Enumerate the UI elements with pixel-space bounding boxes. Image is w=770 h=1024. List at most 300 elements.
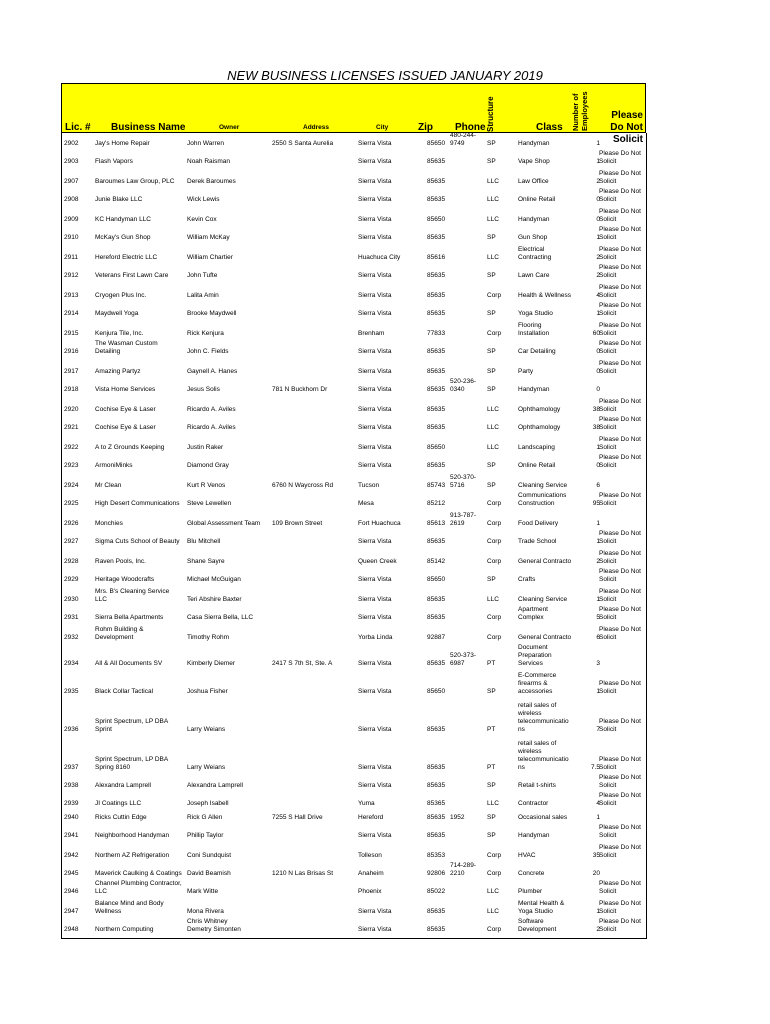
cell-zip: 85616 xyxy=(427,254,446,261)
cell-class: Retail t-shirts xyxy=(518,782,556,789)
cell-solicit: Please Do Not Solicit xyxy=(599,880,641,895)
cell-zip: 85212 xyxy=(427,500,446,507)
cell-employees: 1 xyxy=(596,140,600,147)
cell-lic: 2920 xyxy=(64,406,79,413)
cell-employees: 1 xyxy=(596,908,600,915)
table-row xyxy=(62,132,645,148)
table-row xyxy=(62,340,645,356)
cell-solicit: Please Do Not Solicit xyxy=(599,246,641,261)
cell-lic: 2916 xyxy=(64,348,79,355)
cell-solicit: Please Do Not Solicit xyxy=(599,150,641,165)
cell-solicit: Please Do Not Solicit xyxy=(599,918,641,933)
cell-city: Fort Huachuca xyxy=(358,520,401,527)
cell-city: Sierra Vista xyxy=(358,832,392,839)
cell-employees: 2 xyxy=(596,254,600,261)
cell-owner: John Warren xyxy=(187,140,224,147)
cell-employees: 6 xyxy=(596,634,600,641)
cell-lic: 2941 xyxy=(64,832,79,839)
cell-city: Mesa xyxy=(358,500,374,507)
cell-structure: Corp xyxy=(487,852,502,859)
cell-owner: Chris Whitney Demetry Simonten xyxy=(187,918,241,933)
cell-lic: 2910 xyxy=(64,234,79,241)
cell-business-name: Sierra Bella Apartments xyxy=(95,614,164,621)
cell-employees: 38 xyxy=(592,424,600,431)
cell-structure: SP xyxy=(487,462,496,469)
cell-business-name: Balance Mind and Body Wellness xyxy=(95,900,164,915)
header-business-name: Business Name xyxy=(111,122,186,133)
cell-solicit: Please Do Not Solicit xyxy=(599,844,641,859)
cell-business-name: Sigma Cuts School of Beauty xyxy=(95,538,180,545)
cell-business-name: Amazing Partyz xyxy=(95,368,141,375)
cell-business-name: Mrs. B's Cleaning Service LLC xyxy=(95,588,170,603)
cell-structure: Corp xyxy=(487,634,502,641)
cell-structure: SP xyxy=(487,386,496,393)
table-row xyxy=(62,284,645,300)
cell-structure: LLC xyxy=(487,888,499,895)
table-row xyxy=(62,512,645,528)
cell-class: E-Commerce firearms & accessories xyxy=(518,672,557,695)
cell-city: Sierra Vista xyxy=(358,158,392,165)
cell-solicit: Please Do Not Solicit xyxy=(599,550,641,565)
cell-structure: LLC xyxy=(487,444,499,451)
cell-zip: 85635 xyxy=(427,424,446,431)
table-row xyxy=(62,644,645,668)
cell-class: Car Detailing xyxy=(518,348,556,355)
cell-business-name: Black Collar Tactical xyxy=(95,688,154,695)
cell-solicit: Please Do Not Solicit xyxy=(599,900,641,915)
cell-city: Sierra Vista xyxy=(358,614,392,621)
cell-class: Handyman xyxy=(518,216,550,223)
cell-zip: 85142 xyxy=(427,558,446,565)
cell-zip: 92887 xyxy=(427,634,446,641)
cell-structure: SP xyxy=(487,782,496,789)
cell-business-name: Cochise Eye & Laser xyxy=(95,406,156,413)
cell-city: Tucson xyxy=(358,482,380,489)
cell-owner: Kurt R Venos xyxy=(187,482,226,489)
table-row xyxy=(62,606,645,622)
cell-city: Sierra Vista xyxy=(358,368,392,375)
cell-solicit: Please Do Not Solicit xyxy=(599,824,641,839)
cell-owner: Wick Lewis xyxy=(187,196,220,203)
cell-lic: 2945 xyxy=(64,870,79,877)
cell-solicit: Please Do Not Solicit xyxy=(599,208,641,223)
cell-zip: 85635 xyxy=(427,196,446,203)
cell-structure: Corp xyxy=(487,292,502,299)
cell-zip: 85635 xyxy=(427,814,446,821)
cell-business-name: JI Coatings LLC xyxy=(95,800,142,807)
cell-class: Flooring Installation xyxy=(518,322,550,337)
cell-zip: 85635 xyxy=(427,310,446,317)
cell-zip: 85635 xyxy=(427,158,446,165)
cell-structure: SP xyxy=(487,348,496,355)
cell-employees: 1 xyxy=(596,596,600,603)
cell-lic: 2924 xyxy=(64,482,79,489)
cell-employees: 1 xyxy=(596,234,600,241)
table-row xyxy=(62,246,645,262)
table-row xyxy=(62,398,645,414)
cell-lic: 2917 xyxy=(64,368,79,375)
cell-class: Ophthamology xyxy=(518,424,561,431)
cell-class: Lawn Care xyxy=(518,272,550,279)
cell-owner: Phillip Taylor xyxy=(187,832,224,839)
cell-zip: 85635 xyxy=(427,596,446,603)
table-row xyxy=(62,824,645,840)
table-row xyxy=(62,264,645,280)
cell-city: Sierra Vista xyxy=(358,726,392,733)
cell-phone: 520-236- 0340 xyxy=(450,378,477,393)
cell-class: Party xyxy=(518,368,534,375)
table-row xyxy=(62,702,645,734)
header-class: Class xyxy=(536,122,563,133)
cell-class: Electrical Contracting xyxy=(518,246,552,261)
cell-lic: 2909 xyxy=(64,216,79,223)
cell-structure: SP xyxy=(487,832,496,839)
cell-class: Handyman xyxy=(518,386,550,393)
table-row xyxy=(62,150,645,166)
cell-business-name: Baroumes Law Group, PLC xyxy=(95,178,175,185)
cell-owner: Shane Sayre xyxy=(187,558,225,565)
cell-lic: 2912 xyxy=(64,272,79,279)
cell-class: Health & Wellness xyxy=(518,292,571,299)
cell-owner: William McKay xyxy=(187,234,230,241)
cell-structure: SP xyxy=(487,158,496,165)
cell-lic: 2913 xyxy=(64,292,79,299)
cell-owner: Derek Baroumes xyxy=(187,178,236,185)
cell-lic: 2911 xyxy=(64,254,78,261)
cell-lic: 2921 xyxy=(64,424,79,431)
cell-owner: David Beamish xyxy=(187,870,231,877)
cell-lic: 2922 xyxy=(64,444,79,451)
cell-employees: 6 xyxy=(596,482,600,489)
cell-employees: 1 xyxy=(596,538,600,545)
cell-zip: 85743 xyxy=(427,482,446,489)
table-row xyxy=(62,862,645,878)
cell-lic: 2926 xyxy=(64,520,79,527)
cell-business-name: Flash Vapors xyxy=(95,158,133,165)
table-row xyxy=(62,226,645,242)
cell-lic: 2918 xyxy=(64,386,79,393)
cell-employees: 0 xyxy=(596,196,600,203)
cell-city: Sierra Vista xyxy=(358,178,392,185)
table-row xyxy=(62,170,645,186)
cell-business-name: Cryogen Plus Inc. xyxy=(95,292,147,299)
cell-business-name: Monchies xyxy=(95,520,123,527)
cell-lic: 2902 xyxy=(64,140,79,147)
table-row xyxy=(62,436,645,452)
cell-phone: 520-373- 6987 xyxy=(450,652,477,667)
cell-city: Sierra Vista xyxy=(358,782,392,789)
cell-city: Sierra Vista xyxy=(358,216,392,223)
table-row xyxy=(62,588,645,604)
cell-lic: 2934 xyxy=(64,660,79,667)
cell-class: Crafts xyxy=(518,576,536,583)
cell-employees: 2 xyxy=(596,178,600,185)
cell-solicit: Please Do Not Solicit xyxy=(599,530,641,545)
table-row xyxy=(62,792,645,808)
cell-city: Sierra Vista xyxy=(358,538,392,545)
cell-structure: LLC xyxy=(487,254,499,261)
cell-solicit: Please Do Not Solicit xyxy=(599,226,641,241)
cell-city: Hereford xyxy=(358,814,384,821)
cell-city: Sierra Vista xyxy=(358,234,392,241)
cell-class: Concrete xyxy=(518,870,545,877)
cell-business-name: Neighborhood Handyman xyxy=(95,832,170,839)
cell-structure: Corp xyxy=(487,870,502,877)
cell-lic: 2939 xyxy=(64,800,79,807)
cell-employees: 38 xyxy=(592,406,600,413)
cell-city: Brenham xyxy=(358,330,385,337)
table-row xyxy=(62,208,645,224)
cell-business-name: Sprint Spectrum, LP DBA Sprint xyxy=(95,718,169,733)
cell-owner: Larry Weians xyxy=(187,726,226,733)
cell-zip: 92806 xyxy=(427,870,446,877)
cell-address: 109 Brown Street xyxy=(272,520,323,527)
cell-business-name: Cochise Eye & Laser xyxy=(95,424,156,431)
cell-employees: 5 xyxy=(596,614,600,621)
cell-class: Mental Health & Yoga Studio xyxy=(518,900,565,915)
cell-lic: 2927 xyxy=(64,538,79,545)
table-row xyxy=(62,550,645,566)
cell-address: 7255 S Hall Drive xyxy=(272,814,323,821)
cell-city: Sierra Vista xyxy=(358,310,392,317)
cell-zip: 85365 xyxy=(427,800,446,807)
cell-owner: William Chartier xyxy=(187,254,233,261)
table-row xyxy=(62,188,645,204)
cell-employees: 35 xyxy=(592,852,600,859)
cell-zip: 85650 xyxy=(427,576,446,583)
cell-solicit: Please Do Not Solicit xyxy=(599,264,641,279)
cell-owner: Justin Raker xyxy=(187,444,224,451)
cell-business-name: Ricks Cuttin Edge xyxy=(95,814,147,821)
cell-city: Anaheim xyxy=(358,870,384,877)
cell-owner: Joseph Isabell xyxy=(187,800,229,807)
cell-class: Food Delivery xyxy=(518,520,559,527)
cell-employees: 0 xyxy=(596,216,600,223)
table-row xyxy=(62,918,645,934)
cell-address: 6760 N Waycross Rd xyxy=(272,482,334,489)
cell-employees: 20 xyxy=(592,870,600,877)
cell-employees: 60 xyxy=(592,330,600,337)
header-solicit: Please Do Not Solicit xyxy=(610,110,643,145)
table-border-bottom xyxy=(61,938,646,939)
cell-owner: Kimberly Diemer xyxy=(187,660,236,667)
cell-lic: 2928 xyxy=(64,558,79,565)
cell-class: Online Retail xyxy=(518,462,556,469)
cell-solicit: Please Do Not Solicit xyxy=(599,284,641,299)
cell-business-name: Northern AZ Refrigeration xyxy=(95,852,170,859)
cell-employees: 95 xyxy=(592,500,600,507)
cell-business-name: Veterans First Lawn Care xyxy=(95,272,169,279)
cell-city: Sierra Vista xyxy=(358,576,392,583)
cell-business-name: Maverick Caulking & Coatings xyxy=(95,870,182,877)
cell-zip: 85635 xyxy=(427,832,446,839)
cell-class: Trade School xyxy=(518,538,557,545)
cell-structure: Corp xyxy=(487,500,502,507)
cell-business-name: Rohm Building & Development xyxy=(95,626,144,641)
cell-owner: Michael McGuigan xyxy=(187,576,241,583)
cell-zip: 85635 xyxy=(427,348,446,355)
cell-phone: 1952 xyxy=(450,814,465,821)
cell-solicit: Please Do Not Solicit xyxy=(599,340,641,355)
cell-employees: 1 xyxy=(596,814,600,821)
cell-employees: 4 xyxy=(596,292,600,299)
cell-class: Plumber xyxy=(518,888,543,895)
cell-owner: Rick G Allen xyxy=(187,814,223,821)
cell-business-name: Maydwell Yoga xyxy=(95,310,139,317)
cell-structure: SP xyxy=(487,234,496,241)
cell-employees: 1 xyxy=(596,444,600,451)
cell-city: Tolleson xyxy=(358,852,382,859)
cell-address: 2417 S 7th St, Ste. A xyxy=(272,660,333,667)
cell-class: Handyman xyxy=(518,140,550,147)
cell-zip: 85650 xyxy=(427,140,446,147)
cell-structure: Corp xyxy=(487,614,502,621)
cell-class: Vape Shop xyxy=(518,158,550,165)
table-row xyxy=(62,880,645,896)
cell-structure: SP xyxy=(487,688,496,695)
table-row xyxy=(62,454,645,470)
cell-zip: 85635 xyxy=(427,538,446,545)
cell-city: Huachuca City xyxy=(358,254,401,261)
cell-address: 781 N Buckhorn Dr xyxy=(272,386,328,393)
cell-city: Sierra Vista xyxy=(358,926,392,933)
cell-solicit: Please Do Not Solicit xyxy=(599,360,641,375)
cell-business-name: KC Handyman LLC xyxy=(95,216,151,223)
table-row xyxy=(62,900,645,916)
table-row xyxy=(62,774,645,790)
cell-solicit: Please Do Not Solicit xyxy=(599,322,641,337)
cell-city: Sierra Vista xyxy=(358,348,392,355)
cell-zip: 85635 xyxy=(427,462,446,469)
header-owner: Owner xyxy=(219,124,240,131)
cell-solicit: Please Do Not Solicit xyxy=(599,302,641,317)
cell-lic: 2931 xyxy=(64,614,79,621)
cell-zip: 85635 xyxy=(427,614,446,621)
table-row xyxy=(62,814,645,822)
cell-structure: SP xyxy=(487,482,496,489)
cell-structure: SP xyxy=(487,368,496,375)
cell-solicit: Please Do Not Solicit xyxy=(599,436,641,451)
cell-structure: SP xyxy=(487,272,496,279)
cell-structure: Corp xyxy=(487,926,502,933)
cell-class: retail sales of wireless telecommunicatio ns xyxy=(518,740,569,771)
cell-employees: 0 xyxy=(596,386,600,393)
cell-structure: PT xyxy=(487,660,496,667)
cell-solicit: Please Do Not Solicit xyxy=(599,680,641,695)
cell-owner: Timothy Rohm xyxy=(187,634,230,641)
cell-structure: LLC xyxy=(487,596,499,603)
cell-solicit: Please Do Not Solicit xyxy=(599,454,641,469)
cell-zip: 85635 xyxy=(427,660,446,667)
cell-lic: 2940 xyxy=(64,814,79,821)
header-employees: Number of Employees xyxy=(571,91,589,131)
cell-class: Yoga Studio xyxy=(518,310,553,317)
cell-structure: LLC xyxy=(487,216,499,223)
cell-employees: 2 xyxy=(596,926,600,933)
cell-owner: Lalita Amin xyxy=(187,292,219,299)
cell-city: Sierra Vista xyxy=(358,196,392,203)
cell-lic: 2930 xyxy=(64,596,79,603)
cell-address: 1210 N Las Brisas St xyxy=(272,870,334,877)
header-structure: Structure xyxy=(486,96,495,132)
cell-structure: Corp xyxy=(487,558,502,565)
cell-lic: 2942 xyxy=(64,852,79,859)
cell-lic: 2932 xyxy=(64,634,79,641)
cell-lic: 2935 xyxy=(64,688,79,695)
cell-class: Gun Shop xyxy=(518,234,548,241)
cell-owner: Global Assessment Team xyxy=(187,520,261,527)
cell-business-name: High Desert Communications xyxy=(95,500,180,507)
table-row xyxy=(62,626,645,642)
cell-business-name: Jay's Home Repair xyxy=(95,140,150,147)
cell-solicit: Please Do Not Solicit xyxy=(599,170,641,185)
cell-phone: 714-289- 2210 xyxy=(450,862,477,877)
header-phone: Phone xyxy=(455,122,486,133)
header-city: City xyxy=(376,124,389,131)
cell-employees: 0 xyxy=(596,368,600,375)
cell-solicit: Please Do Not Solicit xyxy=(599,774,641,789)
cell-employees: 2 xyxy=(596,558,600,565)
cell-zip: 77833 xyxy=(427,330,446,337)
cell-zip: 85635 xyxy=(427,764,446,771)
cell-city: Sierra Vista xyxy=(358,660,392,667)
cell-lic: 2914 xyxy=(64,310,79,317)
cell-lic: 2908 xyxy=(64,196,79,203)
cell-owner: Ricardo A. Aviles xyxy=(187,424,236,431)
cell-structure: PT xyxy=(487,726,496,733)
header-address: Address xyxy=(303,124,330,131)
table-row xyxy=(62,530,645,546)
cell-solicit: Please Do Not Solicit xyxy=(599,568,641,583)
cell-business-name: Raven Pools, Inc. xyxy=(95,558,146,565)
cell-employees: 7 xyxy=(596,726,600,733)
cell-lic: 2923 xyxy=(64,462,79,469)
cell-solicit: Please Do Not Solicit xyxy=(599,756,641,771)
cell-city: Sierra Vista xyxy=(358,292,392,299)
cell-structure: SP xyxy=(487,310,496,317)
cell-business-name: McKay's Gun Shop xyxy=(95,234,151,241)
cell-class: Communications Construction xyxy=(518,492,567,507)
cell-business-name: Sprint Spectrum, LP DBA Spring 8160 xyxy=(95,756,169,771)
cell-business-name: ArmoniMinks xyxy=(95,462,133,469)
cell-lic: 2946 xyxy=(64,888,79,895)
cell-city: Yuma xyxy=(358,800,375,807)
cell-owner: Larry Weians xyxy=(187,764,226,771)
cell-structure: SP xyxy=(487,576,496,583)
cell-business-name: All & All Documents SV xyxy=(95,660,163,667)
cell-business-name: Junie Blake LLC xyxy=(95,196,143,203)
cell-city: Sierra Vista xyxy=(358,140,392,147)
cell-class: HVAC xyxy=(518,852,536,859)
cell-city: Queen Creek xyxy=(358,558,397,565)
cell-city: Sierra Vista xyxy=(358,424,392,431)
cell-zip: 85635 xyxy=(427,368,446,375)
cell-zip: 85635 xyxy=(427,178,446,185)
cell-structure: SP xyxy=(487,814,496,821)
cell-business-name: Kenjura Tile, Inc. xyxy=(95,330,144,337)
cell-lic: 2903 xyxy=(64,158,79,165)
cell-class: Document Preparation Services xyxy=(518,644,552,667)
cell-owner: Rick Kenjura xyxy=(187,330,224,337)
cell-structure: Corp xyxy=(487,538,502,545)
cell-owner: Kevin Cox xyxy=(187,216,217,223)
cell-class: retail sales of wireless telecommunicatio ns xyxy=(518,702,569,733)
cell-solicit: Please Do Not Solicit xyxy=(599,588,641,603)
cell-solicit: Please Do Not Solicit xyxy=(599,398,641,413)
cell-owner: Noah Raisman xyxy=(187,158,230,165)
cell-owner: Jesus Solis xyxy=(187,386,220,393)
cell-business-name: Hereford Electric LLC xyxy=(95,254,158,261)
